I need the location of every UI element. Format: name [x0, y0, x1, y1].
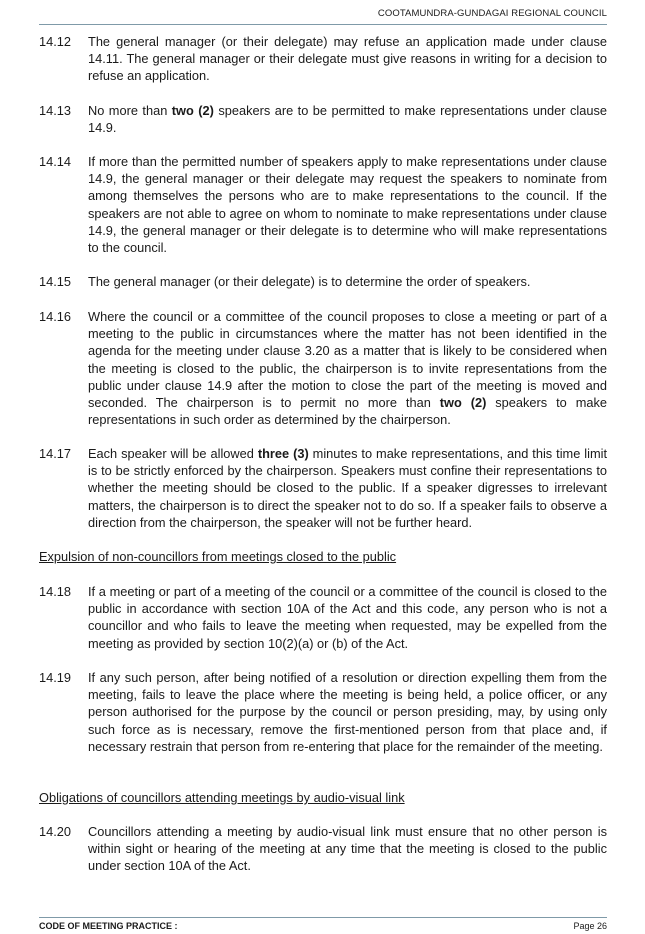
clause-text: Where the council or a committee of the council proposes to close a meeting or part of a meeting to the public in circumstances where the matter has not been identified in the agenda for the meeting under clause 3.20 as a matter that is likely to be considered when the meeting is closed to the public, the chairperson is to invite representations from the public under clause 14.9 after the motion to close the part of the meeting is moved and seconded. The chairperson is to permit no more than two (2) speakers to make representations in such order as determined by the chairperson.: [88, 309, 607, 428]
clause-text: Each speaker will be allowed three (3) minutes to make representations, and this time limit is to be strictly enforced by the chairperson. Speakers must confine their representations to whether the meeting should be closed to the public. If a speaker digresses to irrelevant matters, the chairperson is to direct the speaker not to do so. If a speaker fails to observe a direction from the chairperson, the speaker will not be further heard.: [88, 446, 608, 530]
header-organisation: COOTAMUNDRA-GUNDAGAI REGIONAL COUNCIL: [377, 8, 607, 19]
clause-14-12: [39, 33, 607, 85]
footer-page-number: Page 26: [573, 921, 607, 931]
clause-number: 14.13: [39, 103, 72, 118]
clause-14-17: [39, 445, 607, 531]
section-heading-expulsion: Expulsion of non-councillors from meetings closed to the public: [39, 549, 397, 564]
clause-14-13: [39, 102, 607, 136]
clause-text: No more than two (2) speakers are to be permitted to make representations under clause 14.9.: [88, 103, 607, 136]
clause-number: 14.16: [39, 309, 72, 324]
clause-number: 14.15: [39, 274, 72, 289]
clause-text: Councillors attending a meeting by audio-visual link must ensure that no other person is within sight or hearing of the meeting at any time that the meeting is closed to the public under section 10A of the Act.: [88, 824, 607, 874]
clause-text: The general manager (or their delegate) is to determine the order of speakers.: [88, 274, 531, 289]
clause-number: 14.18: [39, 584, 72, 599]
page-header: [39, 4, 607, 25]
clause-number: 14.20: [39, 824, 72, 839]
clause-text: The general manager (or their delegate) may refuse an application made under clause 14.11. The general manager or their delegate must give reasons in writing for a decision to refuse an application.: [88, 34, 607, 84]
clause-14-20: [39, 823, 607, 875]
clause-number: 14.12: [39, 34, 72, 49]
clause-number: 14.17: [39, 446, 72, 461]
clause-text: If a meeting or part of a meeting of the council or a committee of the council is closed to the public in accordance with section 10A of the Act and this code, any person who is not a councillor and who fails to leave the meeting when requested, may be expelled from the meeting as provided by section 10(2)(a) or (b) of the Act.: [88, 584, 607, 651]
clause-number: 14.14: [39, 154, 72, 169]
clause-number: 14.19: [39, 670, 72, 685]
clause-text: If any such person, after being notified of a resolution or direction expelling them from the meeting, fails to leave the place where the meeting is being held, a police officer, or any person authorised for the purpose by the council or person presiding, may, by using only such force as is necessary, remove the first-mentioned person from that place and, if necessary restrain that person from re-entering that place for the remainder of the meeting.: [88, 670, 607, 754]
clause-14-18: [39, 583, 607, 652]
section-heading-obligations: Obligations of councillors attending meetings by audio-visual link: [39, 790, 405, 805]
clause-14-14: [39, 153, 607, 256]
footer-document-title: CODE OF MEETING PRACTICE :: [39, 921, 178, 931]
clause-14-19: [39, 669, 607, 755]
clause-14-15: [39, 273, 607, 290]
clause-14-16: [39, 308, 607, 428]
clause-text: If more than the permitted number of speakers apply to make representations under clause 14.9, the general manager or their delegate may request the speakers to nominate from among themselves the persons who are to make representations to the council. If the speakers are not able to agree on whom to nominate to make representations under clause 14.9, the general manager or their delegate is to determine who will make representations to the council.: [88, 154, 607, 256]
page-footer: [39, 917, 607, 934]
